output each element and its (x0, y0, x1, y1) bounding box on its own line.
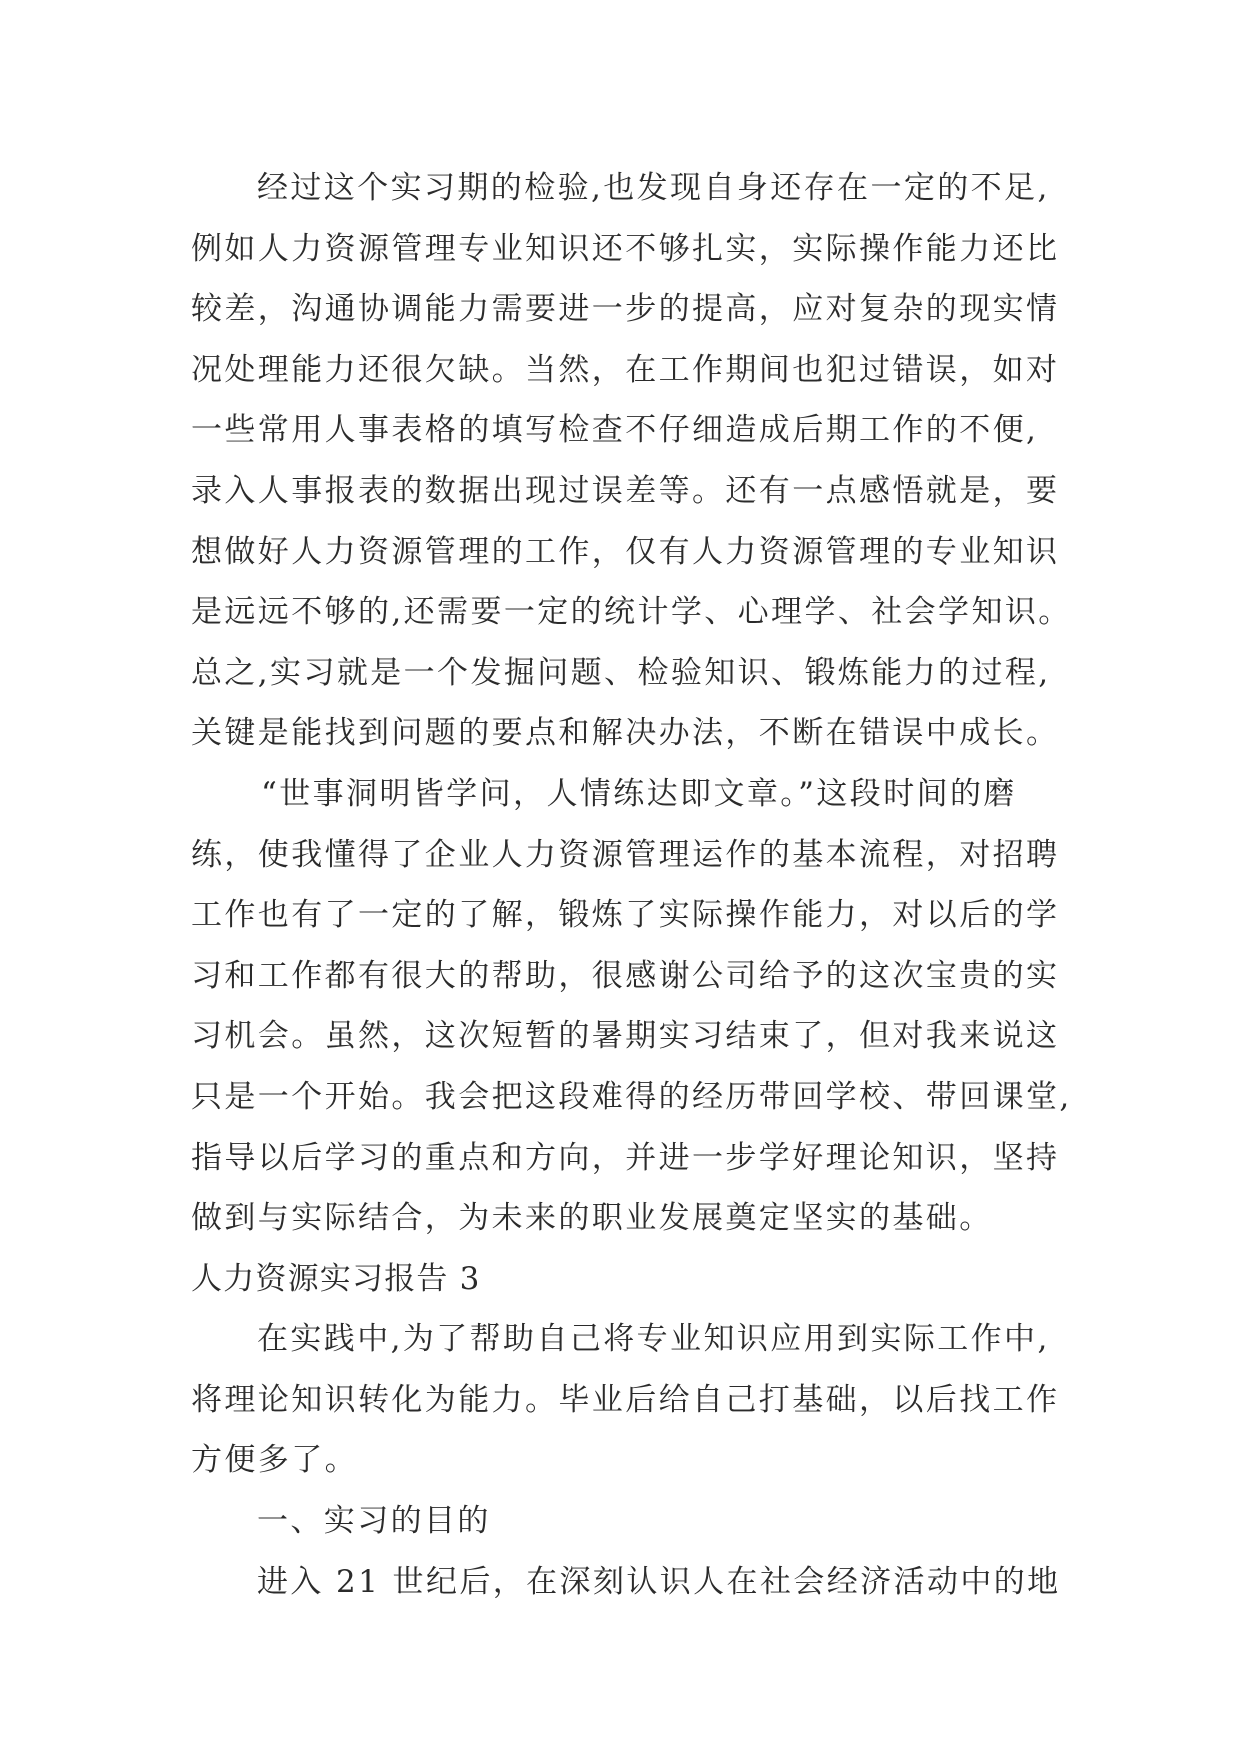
paragraph-line: 工作也有了一定的了解，锻炼了实际操作能力，对以后的学 (191, 897, 1060, 934)
paragraph-line: 较差，沟通协调能力需要进一步的提高，应对复杂的现实情 (191, 291, 1060, 328)
document-body (191, 158, 1071, 1612)
section-heading: 人力资源实习报告 3 (191, 1260, 481, 1297)
paragraph-line: 在实践中,为了帮助自己将专业知识应用到实际工作中, (257, 1321, 1050, 1358)
subsection-heading: 一、实习的目的 (257, 1503, 491, 1540)
paragraph-line: 总之,实习就是一个发掘问题、检验知识、锻炼能力的过程, (191, 654, 1051, 691)
paragraph-line: 习机会。虽然，这次短暂的暑期实习结束了，但对我来说这 (191, 1018, 1060, 1055)
paragraph-line: 习和工作都有很大的帮助，很感谢公司给予的这次宝贵的实 (191, 957, 1060, 994)
paragraph-line: 况处理能力还很欠缺。当然，在工作期间也犯过错误，如对 (191, 351, 1060, 388)
paragraph-line: “世事洞明皆学问，人情练达即文章。”这段时间的磨 (261, 775, 1017, 812)
paragraph-line: 是远远不够的,还需要一定的统计学、心理学、社会学知识。 (191, 594, 1072, 631)
paragraph-line: 只是一个开始。我会把这段难得的经历带回学校、带回课堂, (191, 1078, 1072, 1115)
paragraph-line: 做到与实际结合，为未来的职业发展奠定坚实的基础。 (191, 1200, 993, 1237)
paragraph-line: 指导以后学习的重点和方向，并进一步学好理论知识，坚持 (191, 1139, 1060, 1176)
paragraph-line: 将理论知识转化为能力。毕业后给自己打基础，以后找工作 (191, 1381, 1060, 1418)
paragraph-line: 想做好人力资源管理的工作，仅有人力资源管理的专业知识 (191, 533, 1060, 570)
paragraph-line: 录入人事报表的数据出现过误差等。还有一点感悟就是，要 (191, 472, 1060, 509)
paragraph-line: 经过这个实习期的检验,也发现自身还存在一定的不足, (257, 170, 1050, 206)
paragraph-line: 练，使我懂得了企业人力资源管理运作的基本流程，对招聘 (191, 836, 1060, 873)
paragraph-line: 关键是能找到问题的要点和解决办法，不断在错误中成长。 (191, 715, 1060, 752)
paragraph-line: 进入 21 世纪后，在深刻认识人在社会经济活动中的地 (257, 1563, 1061, 1600)
paragraph-line: 方便多了。 (191, 1442, 358, 1479)
paragraph-line: 例如人力资源管理专业知识还不够扎实，实际操作能力还比 (191, 230, 1060, 267)
paragraph-line: 一些常用人事表格的填写检查不仔细造成后期工作的不便, (191, 412, 1039, 449)
